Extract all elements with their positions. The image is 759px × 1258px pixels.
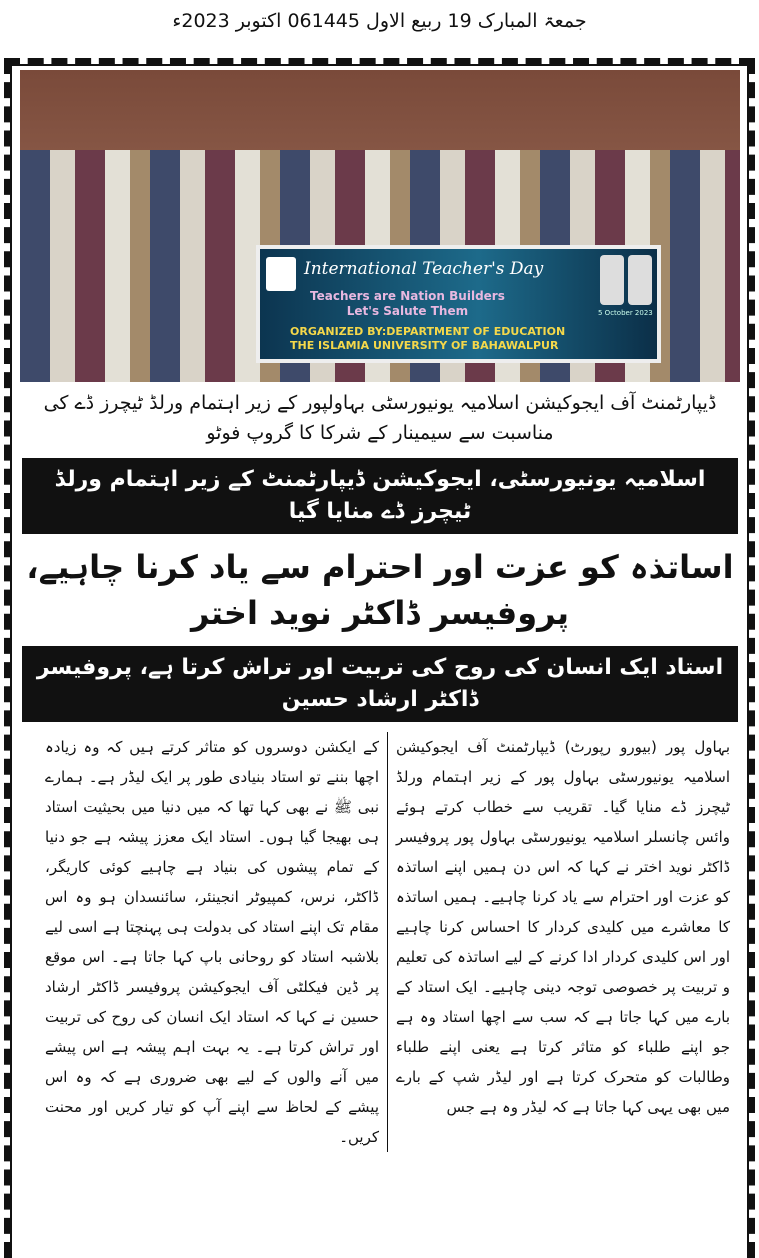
article-column-left: کے ایکشن دوسروں کو متاثر کرتے ہیں کہ وہ زیادہ اچھا بننے تو استاد بنیادی طور پر ایک لیڈر ہے۔ ہمارے نبی ﷺ نے بھی کہا تھا کہ میں دنیا میں بحیثیت استاد ہی بھیجا گیا ہوں۔ استاد ایک معزز پیشہ ہے جو دنیا کے تمام پیشوں کی بنیاد ہے چاہیے کوئی کاریگر، ڈاکٹر، نرس، کمپیوٹر انجینئر، سائنسدان ہو وہ اس مقام تک اپنے استاد کی بدولت ہی پہنچتا ہے اسی لیے بلاشبہ استاد کو روحانی باپ کہا جاتا ہے۔ اس موقع پر ڈین فیکلٹی آف ایجوکیشن پروفیسر ڈاکٹر ارشاد حسین نے کہا کہ استاد ایک انسان کی روح کی تربیت اور تراش کرتا ہے۔ یہ بہت اہم پیشہ ہے اس پیشے میں آنے والوں کے لیے بھی ضروری ہے کہ وہ اس پیشے کے لحاظ سے اپنے آپ کو تیار کریں اور محنت کریں۔ [45, 738, 379, 1146]
headline-3: استاد ایک انسان کی روح کی تربیت اور تراش کرتا ہے، پروفیسر ڈاکٹر ارشاد حسین [22, 646, 738, 722]
banner-org-1: ORGANIZED BY:DEPARTMENT OF EDUCATION [290, 325, 566, 338]
article-columns [22, 732, 738, 1152]
banner-subtitle-2: Let's Salute Them [346, 304, 469, 318]
article-body [22, 388, 738, 1160]
article-column-right: بہاول پور (بیورو رپورٹ) ڈیپارٹمنٹ آف ایجوکیشن اسلامیہ یونیورسٹی بہاول پور کے زیر اہتمام ورلڈ ٹیچرز ڈے منایا گیا۔ تقریب سے خطاب کرتے ہوئے وائس چانسلر اسلامیہ یونیورسٹی بہاول پور پروفیسر ڈاکٹر نوید اختر نے کہا کہ اس دن ہمیں اپنے اساتذہ کو عزت اور احترام سے یاد کرنا چاہیے۔ ہمیں اساتذہ کا معاشرے میں کلیدی کردار کا احساس کرنا چاہیے اور اس کلیدی کردار ادا کرنے کے لیے اساتذہ کی تعلیم و تربیت پر خصوصی توجہ دینی چاہیے۔ ایک استاد کے بارے میں کہا جاتا ہے کہ سب سے اچھا استاد وہ ہے جو اپنے طلباء کو متاثر کرتا ہے یعنی اپنے طلباء وطالبات کو متحرک کرتا ہے اور لیڈر شپ کے بارے میں بھی یہی کہا جاتا ہے کہ لیڈر وہ ہے جس [396, 738, 730, 1116]
portrait-2 [628, 255, 652, 305]
banner-subtitle [310, 289, 505, 319]
banner-title: International Teacher's Day [304, 259, 544, 279]
date-line: جمعۃ المبارک 19 ربیع الاول 061445 اکتوبر 2023ء [172, 10, 587, 32]
banner-organizer [290, 325, 565, 353]
portrait-1 [600, 255, 624, 305]
main-headline: اساتذہ کو عزت اور احترام سے یاد کرنا چاہیے، پروفیسر ڈاکٹر نوید اختر [26, 548, 734, 632]
university-logo-icon [266, 257, 296, 291]
group-photo [20, 70, 740, 382]
column-divider [387, 732, 388, 1152]
event-banner [256, 245, 661, 363]
banner-subtitle-1: Teachers are Nation Builders [310, 289, 505, 303]
photo-caption: ڈیپارٹمنٹ آف ایجوکیشن اسلامیہ یونیورسٹی بہاولپور کے زیر اہتمام ورلڈ ٹیچرز ڈے کی مناسبت سے سیمینار کے شرکا کا گروپ فوٹو [43, 392, 717, 444]
headline-1: اسلامیہ یونیورسٹی، ایجوکیشن ڈیپارٹمنٹ کے زیر اہتمام ورلڈ ٹیچرز ڈے منایا گیا [22, 458, 738, 534]
banner-date: 5 October 2023 [598, 309, 653, 317]
banner-org-2: THE ISLAMIA UNIVERSITY OF BAHAWALPUR [290, 339, 559, 352]
